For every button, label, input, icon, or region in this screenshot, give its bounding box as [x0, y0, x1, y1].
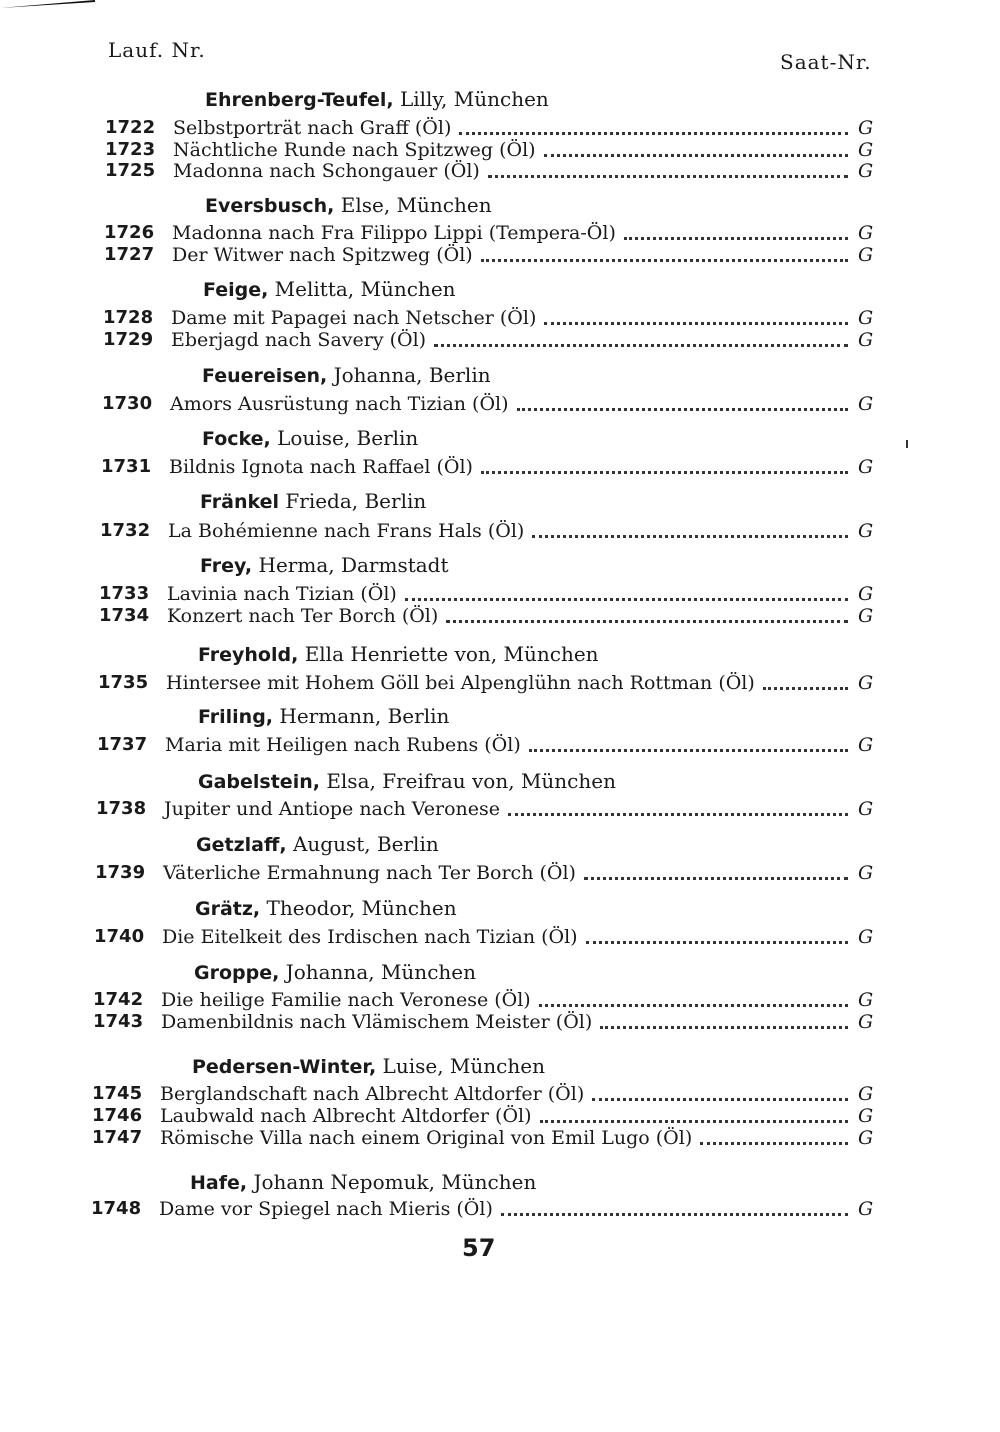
dot-leader [624, 237, 848, 240]
dot-leader [529, 749, 848, 752]
entry-number: 1725 [105, 160, 156, 181]
entry-number: 1727 [104, 244, 155, 265]
artist-detail: Luise, München [382, 1054, 545, 1078]
entry-title: Madonna nach Schongauer (Öl) [173, 160, 480, 182]
entry-row [99, 583, 874, 605]
dot-leader [488, 175, 848, 178]
entry-number: 1738 [96, 798, 147, 819]
artist-detail: Theodor, München [266, 896, 457, 920]
artist-heading [205, 194, 492, 217]
entry-row [104, 244, 874, 266]
artist-detail: Herma, Darmstadt [258, 553, 449, 577]
entry-title: La Bohémienne nach Frans Hals (Öl) [168, 520, 525, 542]
artist-heading [194, 961, 476, 984]
entry-title: Dame mit Papagei nach Netscher (Öl) [171, 307, 537, 329]
artist-detail: Ella Henriette von, München [304, 642, 599, 666]
entry-row [93, 989, 874, 1011]
seed-number: G [858, 307, 874, 329]
artist-heading [202, 427, 418, 450]
entry-number: 1743 [93, 1011, 144, 1032]
artist-heading [198, 705, 449, 728]
artist-heading [195, 897, 457, 920]
artist-heading [198, 643, 599, 666]
seed-number: G [858, 244, 874, 266]
entry-row [93, 1011, 874, 1033]
artist-detail: Hermann, Berlin [279, 704, 450, 728]
entry-row [101, 456, 874, 478]
artist-name: Fränkel [200, 491, 280, 513]
dot-leader [446, 620, 848, 623]
seed-number: G [858, 520, 874, 542]
entry-row [92, 1083, 874, 1105]
artist-heading [192, 1055, 545, 1078]
entry-number: 1745 [92, 1083, 143, 1104]
entry-number: 1740 [94, 926, 145, 947]
entry-number: 1730 [102, 393, 153, 414]
entry-row [105, 160, 874, 182]
dot-leader [540, 1120, 848, 1123]
seed-number: G [858, 672, 874, 694]
entry-title: Bildnis Ignota nach Raffael (Öl) [169, 456, 473, 478]
entry-row [99, 605, 874, 627]
entry-title: Die heilige Familie nach Veronese (Öl) [161, 989, 531, 1011]
entry-number: 1746 [92, 1105, 143, 1126]
artist-name: Pedersen-Winter, [192, 1056, 377, 1078]
page-number: 57 [462, 1234, 496, 1262]
dot-leader [508, 813, 848, 816]
artist-detail: Lilly, München [399, 87, 549, 111]
artist-heading [190, 1171, 536, 1194]
entry-number: 1726 [104, 222, 155, 243]
entry-title: Damenbildnis nach Vlämischem Meister (Öl) [161, 1011, 593, 1033]
entry-title: Jupiter und Antiope nach Veronese [164, 798, 501, 820]
seed-number: G [858, 798, 874, 820]
entry-row [105, 117, 874, 139]
artist-heading [200, 490, 426, 513]
dot-leader [459, 132, 848, 135]
entry-number: 1742 [93, 989, 144, 1010]
entry-title: Konzert nach Ter Borch (Öl) [167, 605, 439, 627]
entry-number: 1739 [95, 862, 146, 883]
seed-number: G [858, 1011, 874, 1033]
dot-leader [544, 322, 848, 325]
header-seed-number: Saat-Nr. [780, 50, 872, 74]
artist-heading [205, 88, 549, 111]
dot-leader [501, 1213, 848, 1216]
seed-number: G [858, 989, 874, 1011]
artist-name: Getzlaff, [196, 834, 287, 856]
entry-title: Eberjagd nach Savery (Öl) [171, 329, 427, 351]
seed-number: G [858, 734, 874, 756]
entry-number: 1747 [92, 1127, 143, 1148]
dot-leader [700, 1142, 848, 1145]
dot-leader [481, 471, 848, 474]
artist-name: Frey, [200, 555, 253, 577]
seed-number: G [858, 329, 874, 351]
entry-row [102, 393, 874, 415]
seed-number: G [858, 926, 874, 948]
entry-row [100, 520, 874, 542]
entry-number: 1722 [105, 117, 156, 138]
entry-row [96, 798, 874, 820]
seed-number: G [858, 1127, 874, 1149]
artist-name: Eversbusch, [205, 195, 335, 217]
entry-title: Amors Ausrüstung nach Tizian (Öl) [170, 393, 509, 415]
seed-number: G [858, 1105, 874, 1127]
dot-leader [481, 259, 848, 262]
artist-name: Feige, [203, 279, 269, 301]
seed-number: G [858, 1083, 874, 1105]
entry-title: Madonna nach Fra Filippo Lippi (Tempera-Öl) [172, 222, 616, 244]
artist-heading [203, 278, 456, 301]
seed-number: G [858, 160, 874, 182]
dot-leader [434, 344, 848, 347]
entry-title: Väterliche Ermahnung nach Ter Borch (Öl) [163, 862, 576, 884]
entry-number: 1735 [98, 672, 149, 693]
entry-number: 1748 [91, 1198, 142, 1219]
artist-detail: Louise, Berlin [277, 426, 419, 450]
artist-heading [200, 554, 449, 577]
dot-leader [517, 408, 848, 411]
artist-detail: Johann Nepomuk, München [253, 1170, 537, 1194]
entry-number: 1732 [100, 520, 151, 541]
artist-name: Grätz, [195, 898, 261, 920]
entry-title: Laubwald nach Albrecht Altdorfer (Öl) [160, 1105, 532, 1127]
entry-row [105, 139, 874, 161]
artist-heading [196, 833, 439, 856]
dot-leader [405, 598, 848, 601]
entry-row [103, 307, 874, 329]
entry-row [95, 862, 874, 884]
entry-row [97, 734, 874, 756]
dot-leader [586, 941, 848, 944]
seed-number: G [858, 139, 874, 161]
entry-title: Der Witwer nach Spitzweg (Öl) [172, 244, 473, 266]
entry-title: Die Eitelkeit des Irdischen nach Tizian (Öl) [162, 926, 578, 948]
dot-leader [532, 535, 848, 538]
entry-row [98, 672, 874, 694]
entry-title: Nächtliche Runde nach Spitzweg (Öl) [173, 139, 536, 161]
artist-heading [198, 770, 616, 793]
artist-detail: Johanna, München [285, 960, 476, 984]
entry-number: 1729 [103, 329, 154, 350]
entry-title: Hintersee mit Hohem Göll bei Alpenglühn nach Rottman (Öl) [166, 672, 755, 694]
entry-row [91, 1198, 874, 1220]
entry-row [92, 1127, 874, 1149]
entry-title: Selbstporträt nach Graff (Öl) [173, 117, 452, 139]
artist-name: Friling, [198, 706, 274, 728]
seed-number: G [858, 862, 874, 884]
entry-number: 1733 [99, 583, 150, 604]
artist-heading [202, 364, 491, 387]
artist-name: Hafe, [190, 1172, 248, 1194]
seed-number: G [858, 222, 874, 244]
seed-number: G [858, 605, 874, 627]
dot-leader [600, 1026, 848, 1029]
entry-row [92, 1105, 874, 1127]
seed-number: G [858, 393, 874, 415]
entry-title: Römische Villa nach einem Original von Emil Lugo (Öl) [160, 1127, 693, 1149]
entry-row [103, 329, 874, 351]
entry-number: 1728 [103, 307, 154, 328]
artist-detail: Melitta, München [274, 277, 456, 301]
entry-number: 1723 [105, 139, 156, 160]
entry-title: Lavinia nach Tizian (Öl) [167, 583, 397, 605]
dot-leader [544, 154, 848, 157]
seed-number: G [858, 1198, 874, 1220]
seed-number: G [858, 117, 874, 139]
entry-title: Dame vor Spiegel nach Mieris (Öl) [159, 1198, 493, 1220]
artist-name: Groppe, [194, 962, 280, 984]
entry-number: 1734 [99, 605, 150, 626]
artist-detail: Elsa, Freifrau von, München [326, 769, 616, 793]
entry-row [94, 926, 874, 948]
header-running-number: Lauf. Nr. [108, 38, 206, 62]
dot-leader [539, 1004, 848, 1007]
entry-number: 1737 [97, 734, 148, 755]
entry-row [104, 222, 874, 244]
entry-title: Berglandschaft nach Albrecht Altdorfer (Öl) [160, 1083, 585, 1105]
dot-leader [584, 877, 848, 880]
artist-detail: Else, München [340, 193, 492, 217]
artist-detail: Johanna, Berlin [333, 363, 491, 387]
artist-name: Feuereisen, [202, 365, 328, 387]
entry-title: Maria mit Heiligen nach Rubens (Öl) [165, 734, 521, 756]
dot-leader [763, 687, 848, 690]
dot-leader [592, 1098, 848, 1101]
seed-number: G [858, 456, 874, 478]
seed-number: G [858, 583, 874, 605]
artist-detail: Frieda, Berlin [285, 489, 427, 513]
artist-name: Ehrenberg-Teufel, [205, 89, 394, 111]
artist-detail: August, Berlin [292, 832, 439, 856]
entry-number: 1731 [101, 456, 152, 477]
artist-name: Focke, [202, 428, 271, 450]
artist-name: Gabelstein, [198, 771, 320, 793]
artist-name: Freyhold, [198, 644, 299, 666]
